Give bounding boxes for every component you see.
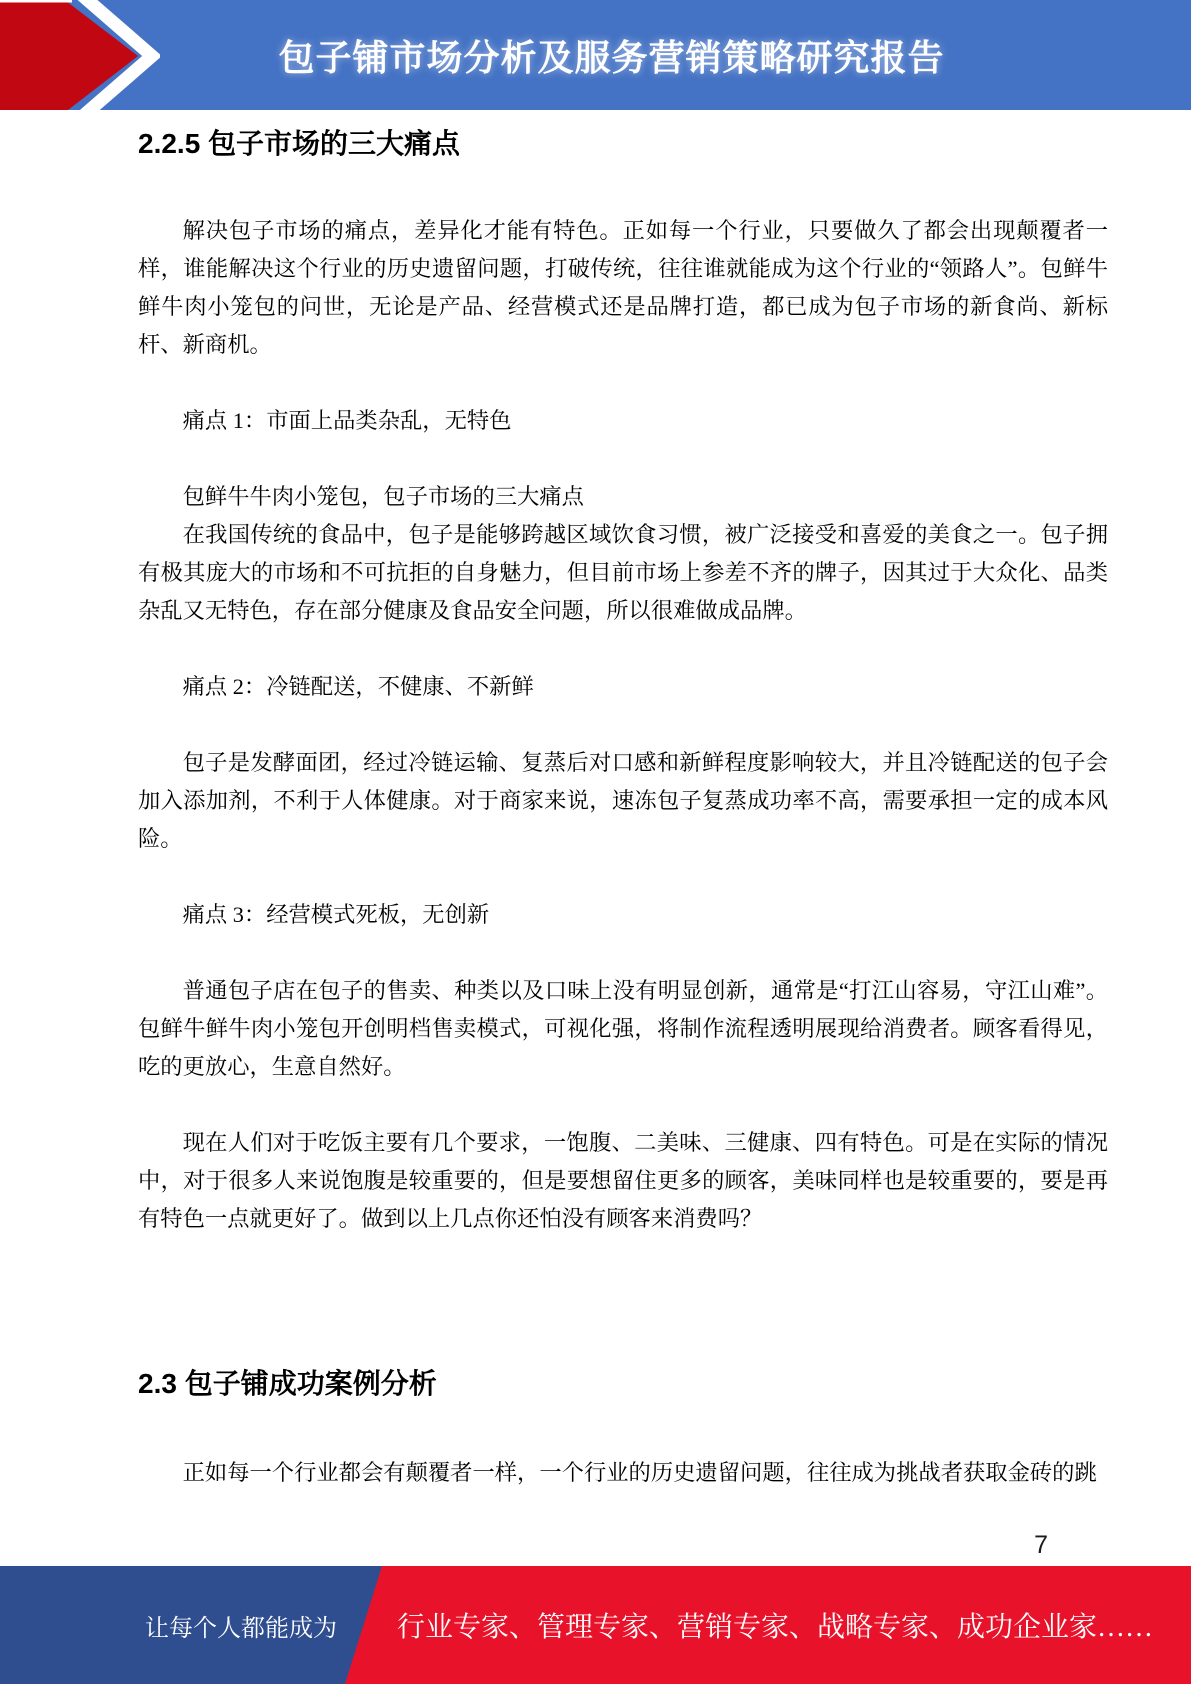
footer-slogan-right: 行业专家、管理专家、营销专家、战略专家、成功企业家…… (397, 1612, 1154, 1643)
pain-point-1-line: 痛点 1：市面上品类杂乱，无特色 (182, 408, 512, 433)
section-heading-2-2-5: 2.2.5 包子市场的三大痛点 (138, 128, 461, 159)
pain-point-3-line: 痛点 3：经营模式死板，无创新 (182, 902, 490, 927)
page-number: 7 (1034, 1531, 1048, 1559)
section-heading-2-3: 2.3 包子铺成功案例分析 (138, 1368, 437, 1399)
report-title: 包子铺市场分析及服务营销策略研究报告 (278, 36, 945, 78)
page-header (0, 0, 1191, 110)
footer-slogan-left: 让每个人都能成为 (145, 1615, 337, 1642)
pain-point-2-line: 痛点 2：冷链配送，不健康、不新鲜 (182, 674, 534, 699)
paragraph-business-model: 普通包子店在包子的售卖、种类以及口味上没有明显创新，通常是“打江山容易，守江山难”。包鲜牛鲜牛肉小笼包开创明档售卖模式，可视化强，将制作流程透明展现给消费者。顾客看得见，吃的更放心，生意自然好。 (138, 978, 1108, 1079)
document-body (0, 110, 1191, 1560)
paragraph-intro: 解决包子市场的痛点，差异化才能有特色。正如每一个行业，只要做久了都会出现颠覆者一样，谁能解决这个行业的历史遗留问题，打破传统，往往谁就能成为这个行业的“领路人”。包鲜牛鲜牛肉小笼包的问世，无论是产品、经营模式还是品牌打造，都已成为包子市场的新食尚、新标杆、新商机。 (138, 218, 1108, 357)
lead-line: 包鲜牛牛肉小笼包，包子市场的三大痛点 (182, 484, 584, 509)
paragraph-market: 在我国传统的食品中，包子是能够跨越区域饮食习惯，被广泛接受和喜爱的美食之一。包子拥有极其庞大的市场和不可抗拒的自身魅力，但目前市场上参差不齐的牌子，因其过于大众化、品类杂乱又无特色，存在部分健康及食品安全问题，所以很难做成品牌。 (138, 522, 1108, 623)
page-footer (0, 1566, 1191, 1684)
paragraph-coldchain: 包子是发酵面团，经过冷链运输、复蒸后对口感和新鲜程度影响较大，并且冷链配送的包子会加入添加剂，不利于人体健康。对于商家来说，速冻包子复蒸成功率不高，需要承担一定的成本风险。 (138, 750, 1108, 851)
paragraph-consumer-demands: 现在人们对于吃饭主要有几个要求，一饱腹、二美味、三健康、四有特色。可是在实际的情况中，对于很多人来说饱腹是较重要的，但是要想留住更多的顾客，美味同样也是较重要的，要是再有特色一点就更好了。做到以上几点你还怕没有顾客来消费吗？ (138, 1130, 1108, 1231)
paragraph-case-intro: 正如每一个行业都会有颠覆者一样，一个行业的历史遗留问题，往往成为挑战者获取金砖的跳 (182, 1460, 1097, 1485)
